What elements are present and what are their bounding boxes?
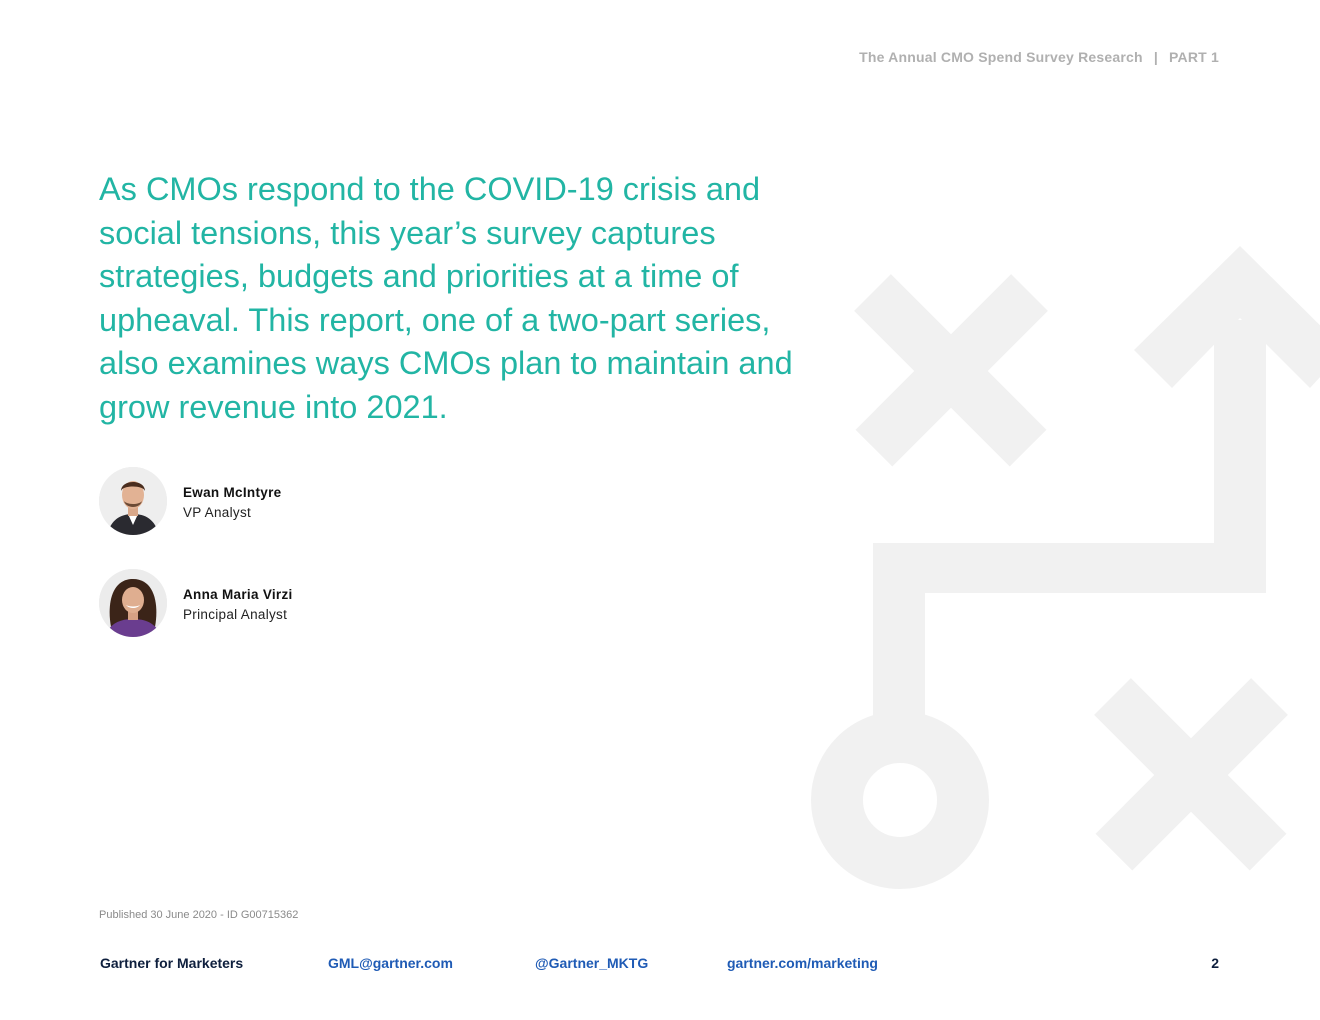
page-footer [0,955,1320,975]
page-number: 2 [1211,955,1219,971]
email-link[interactable]: GML@gartner.com [328,955,453,971]
path-vertical [1214,320,1266,593]
header-separator: | [1153,49,1158,65]
publication-info: Published 30 June 2020 - ID G00715362 [99,909,299,921]
footer-brand: Gartner for Marketers [100,955,244,971]
running-header [859,49,1219,65]
author-title: Principal Analyst [183,607,288,622]
author-card [99,569,499,637]
origin-circle-icon [837,737,963,863]
intro-statement: As CMOs respond to the COVID-19 crisis and social tensions, this year’s survey captures strategies, budgets and priorities at a time of upheaval. This report, one of a two-part series, also examines ways CMOs plan to maintain and grow revenue into 2021. [99,171,793,425]
report-part: PART 1 [1169,49,1219,65]
avatar [99,569,167,637]
portrait-man-icon [99,467,167,535]
portrait-woman-icon [99,569,167,637]
author-card [99,467,499,535]
author-title: VP Analyst [183,505,252,520]
website-link[interactable]: gartner.com/marketing [727,955,878,971]
author-name: Ewan McIntyre [183,485,282,500]
avatar [99,467,167,535]
author-name: Anna Maria Virzi [183,587,293,602]
path-horizontal [873,543,1266,593]
report-title: The Annual CMO Spend Survey Research [859,49,1143,65]
twitter-link[interactable]: @Gartner_MKTG [535,955,649,971]
